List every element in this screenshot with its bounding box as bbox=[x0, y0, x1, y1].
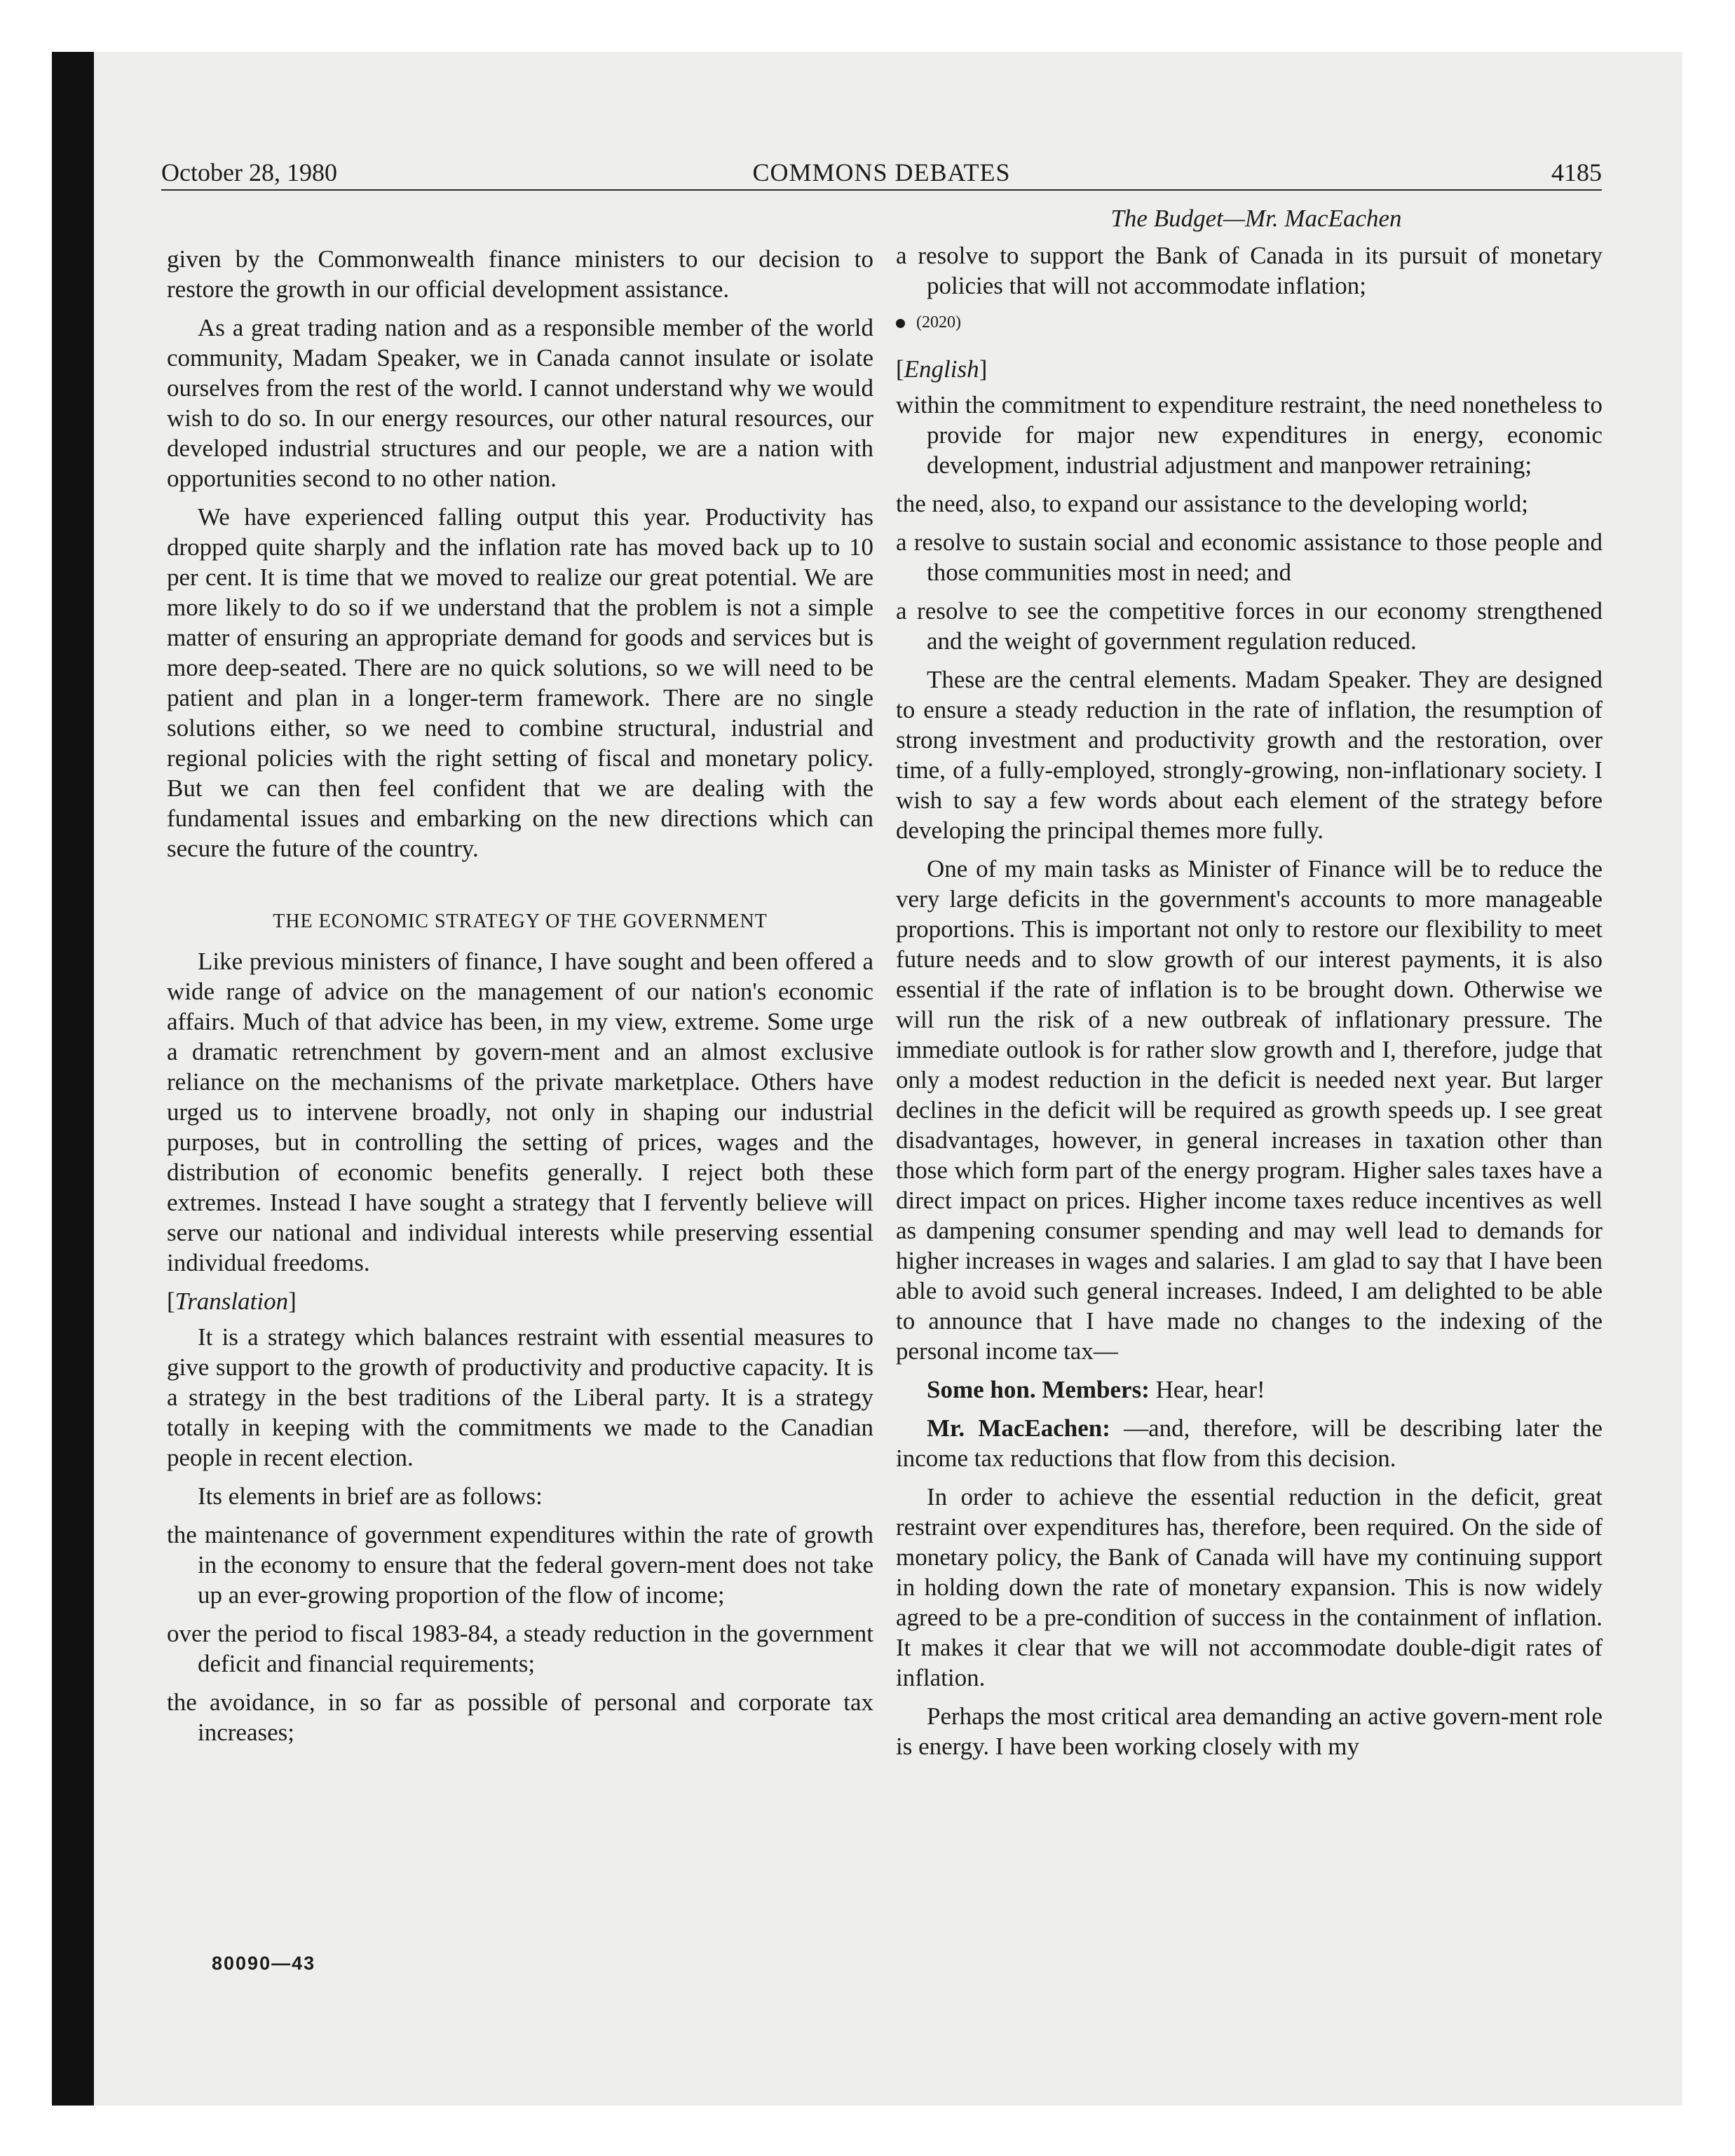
header-rule bbox=[161, 189, 1602, 191]
list-item: a resolve to sustain social and economic assistance to those people and those communities most in need; and bbox=[896, 528, 1603, 586]
speech-text: Hear, hear! bbox=[1155, 1376, 1265, 1403]
speech-paragraph bbox=[896, 1413, 1603, 1473]
english-tag-label: English bbox=[904, 355, 979, 383]
page-number: 4185 bbox=[1551, 158, 1602, 186]
translation-tag-label: Translation bbox=[175, 1288, 289, 1315]
header-date: October 28, 1980 bbox=[161, 158, 337, 186]
left-column bbox=[167, 244, 873, 1756]
speaker-name: Mr. MacEachen: bbox=[927, 1414, 1110, 1442]
footer-code: 80090—43 bbox=[212, 1953, 316, 1974]
paragraph: One of my main tasks as Minister of Finance will be to reduce the very large deficits in the government's accounts to more manageable proportions. This is important not only to restore our flexibility to meet future needs and to slow growth of our interest payments, it is also essential if the rate of inflation is to be brought down. Otherwise we will run the risk of a new outbreak of inflationary pressure. The immediate outlook is for rather slow growth and I, therefore, judge that only a modest reduction in the deficit is needed next year. But larger declines in the deficit will be required as growth speeds up. I see great disadvantages, however, in general increases in taxation other than those which form part of the energy program. Higher sales taxes have a direct impact on prices. Higher income taxes reduce incentives as well as dampening consumer spending and may well lead to demands for higher increases in wages and salaries. I am glad to say that I have been able to avoid such general increases. Indeed, I am delighted to be able to announce that I have made no changes to the indexing of the personal income tax— bbox=[896, 855, 1603, 1365]
speech-paragraph bbox=[896, 1374, 1603, 1405]
paragraph: Perhaps the most critical area demanding an active govern-ment role is energy. I have been working closely with my bbox=[896, 1703, 1603, 1760]
paragraph: These are the central elements. Madam Speaker. They are designed to ensure a steady reduction in the rate of inflation, the resumption of strong investment and productivity growth and the restoration, over time, of a fully-employed, strongly-growing, non-inflationary society. I wish to say a few words about each element of the strategy before developing the principal themes more fully. bbox=[896, 666, 1603, 844]
paragraph: As a great trading nation and as a responsible member of the world community, Madam Speaker, we in Canada cannot insulate or isolate ourselves from the rest of the world. I cannot understand why we would wish to do so. In our energy resources, our other natural resources, our developed industrial structures and our people, we are a nation with opportunities second to no other nation. bbox=[167, 314, 873, 492]
paragraph: given by the Commonwealth finance ministers to our decision to restore the growth in our official development assistance. bbox=[167, 245, 873, 303]
list-item: the need, also, to expand our assistance to the developing world; bbox=[896, 490, 1528, 517]
time-marker-label: (2020) bbox=[916, 313, 961, 332]
speaker-name: Some hon. Members: bbox=[927, 1376, 1150, 1403]
bullet-icon bbox=[896, 319, 905, 328]
list-item: a resolve to see the competitive forces in our economy strengthened and the weight of government regulation reduced. bbox=[896, 597, 1603, 655]
right-column bbox=[896, 203, 1603, 1770]
page-header bbox=[161, 156, 1602, 189]
translation-tag: [Translation] bbox=[167, 1288, 297, 1315]
speech-text: —and, therefore, will be describing later the income tax reductions that flow from this decision. bbox=[896, 1414, 1603, 1472]
list-item: the avoidance, in so far as possible of personal and corporate tax increases; bbox=[167, 1688, 873, 1746]
binding-edge bbox=[52, 52, 94, 2106]
time-marker bbox=[896, 312, 1603, 333]
running-head: The Budget—Mr. MacEachen bbox=[1110, 205, 1402, 232]
list-item: over the period to fiscal 1983-84, a steady reduction in the government deficit and financial requirements; bbox=[167, 1620, 873, 1677]
header-title: COMMONS DEBATES bbox=[752, 158, 1011, 186]
paragraph: We have experienced falling output this year. Productivity has dropped quite sharply and the inflation rate has moved back up to 10 per cent. It is time that we moved to realize our great potential. We are more likely to do so if we understand that the problem is not a simple matter of ensuring an appropriate demand for goods and services but is more deep-seated. There are no quick solutions, so we will need to be patient and plan in a longer-term framework. There are no single solutions either, so we need to combine structural, industrial and regional policies with the right setting of fiscal and monetary policy. But we can then feel confident that we are dealing with the fundamental issues and embarking on the new directions which can secure the future of the country. bbox=[167, 503, 873, 862]
list-item: the maintenance of government expenditures within the rate of growth in the economy to ensure that the federal govern-ment does not take up an ever-growing proportion of the flow of income; bbox=[167, 1521, 873, 1609]
list-item: a resolve to support the Bank of Canada in its pursuit of monetary policies that will not accommodate inflation; bbox=[896, 242, 1603, 299]
section-heading: THE ECONOMIC STRATEGY OF THE GOVERNMENT bbox=[273, 910, 768, 932]
english-tag: [English] bbox=[896, 355, 988, 383]
paragraph: Like previous ministers of finance, I have sought and been offered a wide range of advice on the management of our nation's economic affairs. Much of that advice has been, in my view, extreme. Some urge a dramatic retrenchment by govern-ment and an almost exclusive reliance on the mechanisms of the private marketplace. Others have urged us to intervene broadly, not only in shaping our industrial purposes, but in controlling the setting of prices, wages and the distribution of economic benefits generally. I reject both these extremes. Instead I have sought a strategy that I fervently believe will serve our national and individual interests while preserving essential individual freedoms. bbox=[167, 948, 873, 1276]
paragraph: In order to achieve the essential reduction in the deficit, great restraint over expenditures has, therefore, been required. On the side of monetary policy, the Bank of Canada will have my continuing support in holding down the rate of monetary expansion. This is now widely agreed to be a pre-condition of success in the containment of inflation. It makes it clear that we will not accommodate double-digit rates of inflation. bbox=[896, 1483, 1603, 1691]
list-item: within the commitment to expenditure restraint, the need nonetheless to provide for major new expenditures in energy, economic development, industrial adjustment and manpower retraining; bbox=[896, 391, 1603, 479]
paragraph: Its elements in brief are as follows: bbox=[198, 1482, 543, 1510]
paragraph: It is a strategy which balances restraint with essential measures to give support to the growth of productivity and productive capacity. It is a strategy in the best traditions of the Liberal party. It is a strategy totally in keeping with the commitments we made to the Canadian people in recent election. bbox=[167, 1323, 873, 1471]
